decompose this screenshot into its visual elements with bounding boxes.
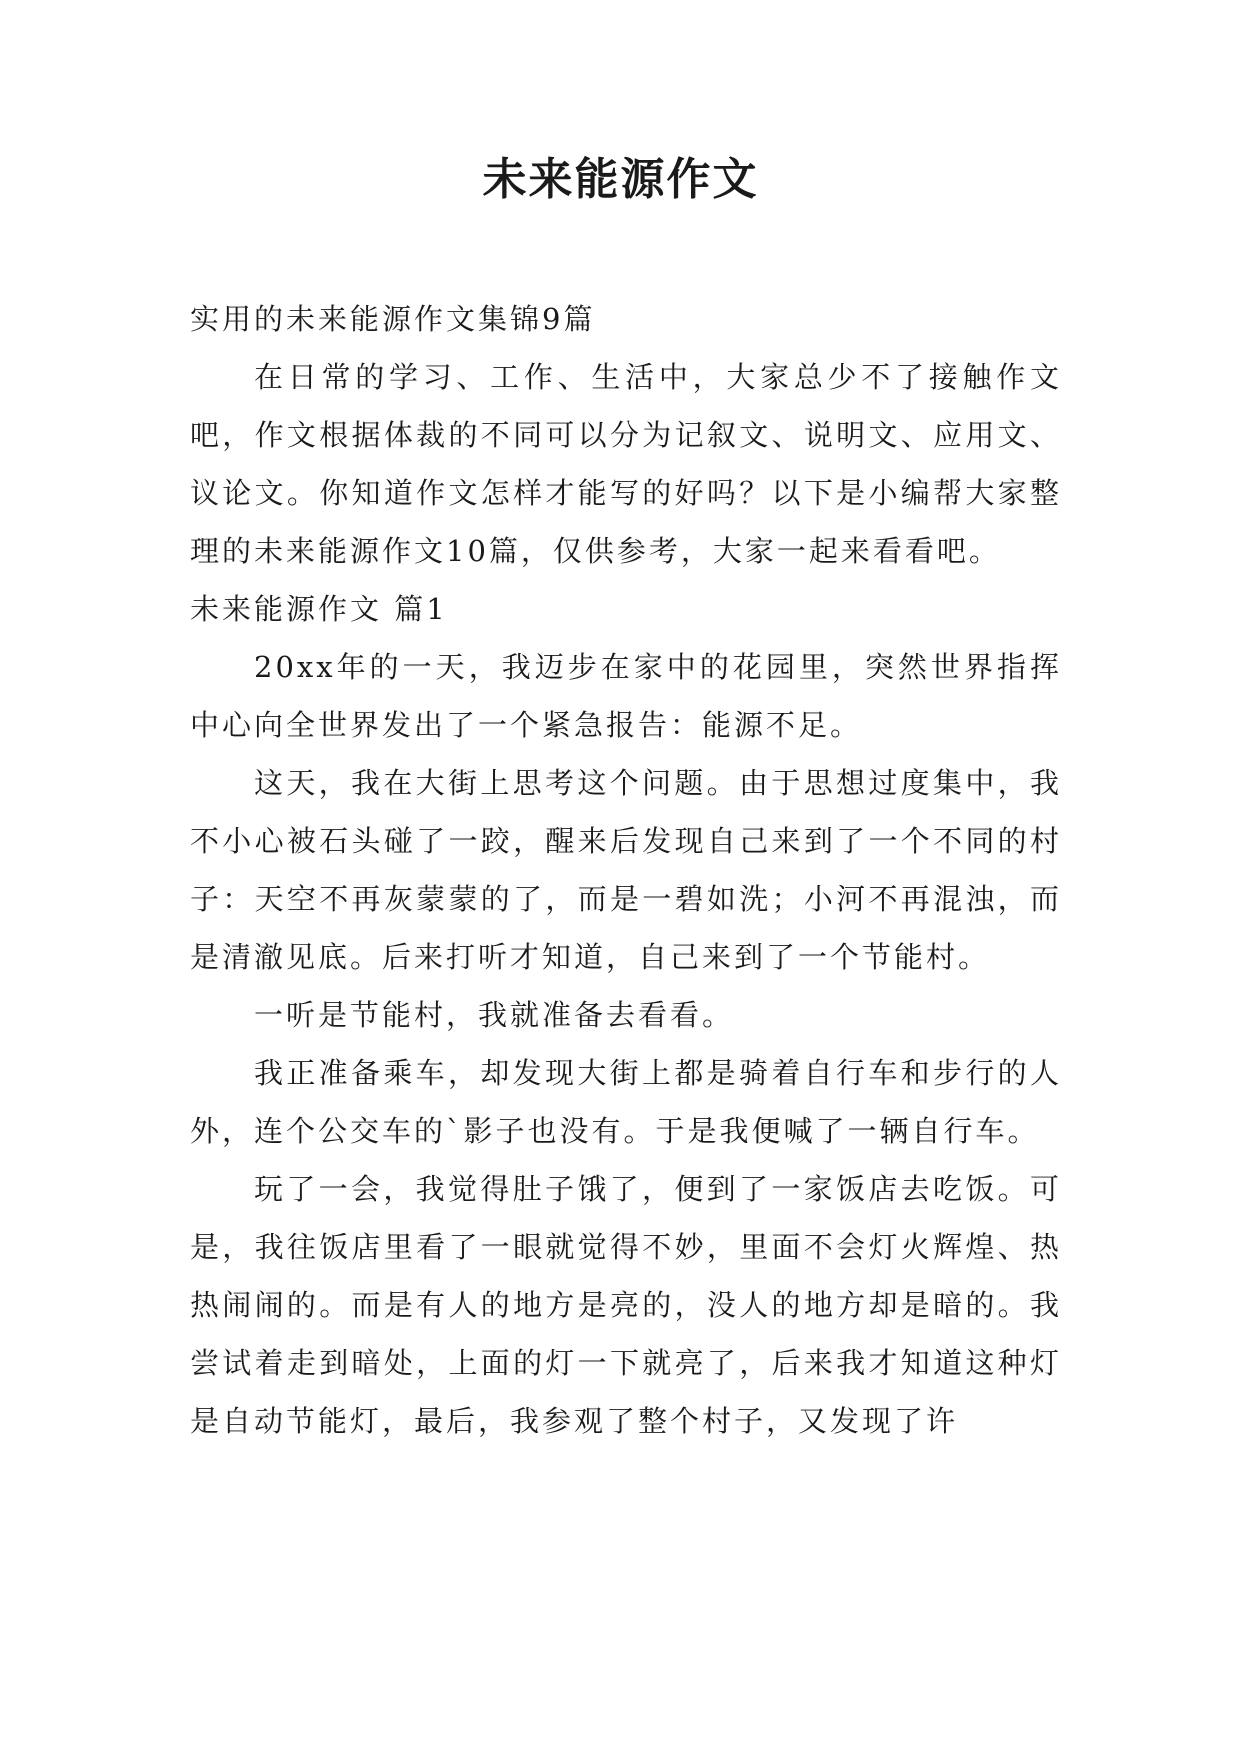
paragraph: 玩了一会，我觉得肚子饿了，便到了一家饭店去吃饭。可是，我往饭店里看了一眼就觉得不妙，里面不会灯火辉煌、热热闹闹的。而是有人的地方是亮的，没人的地方却是暗的。我尝试着走到暗处，上面的灯一下就亮了，后来我才知道这种灯是自动节能灯，最后，我参观了整个村子，又发现了许 [190, 1172, 1062, 1438]
paragraph-subtitle: 实用的未来能源作文集锦9篇 [190, 302, 596, 336]
section-heading: 未来能源作文 篇1 [190, 592, 448, 626]
document-body [190, 290, 1062, 1450]
paragraph: 20xx年的一天，我迈步在家中的花园里，突然世界指挥中心向全世界发出了一个紧急报告：能源不足。 [190, 650, 1062, 742]
paragraph: 一听是节能村，我就准备去看看。 [254, 998, 735, 1032]
document-title: 未来能源作文 [482, 154, 759, 205]
paragraph: 这天，我在大街上思考这个问题。由于思想过度集中，我不小心被石头碰了一跤，醒来后发现自己来到了一个不同的村子：天空不再灰蒙蒙的了，而是一碧如洗；小河不再混浊，而是清澈见底。后来打听才知道，自己来到了一个节能村。 [190, 766, 1062, 974]
paragraph: 我正准备乘车，却发现大街上都是骑着自行车和步行的人外，连个公交车的`影子也没有。于是我便喊了一辆自行车。 [190, 1056, 1062, 1148]
paragraph-intro: 在日常的学习、工作、生活中，大家总少不了接触作文吧，作文根据体裁的不同可以分为记叙文、说明文、应用文、议论文。你知道作文怎样才能写的好吗？以下是小编帮大家整理的未来能源作文10篇，仅供参考，大家一起来看看吧。 [190, 360, 1062, 568]
